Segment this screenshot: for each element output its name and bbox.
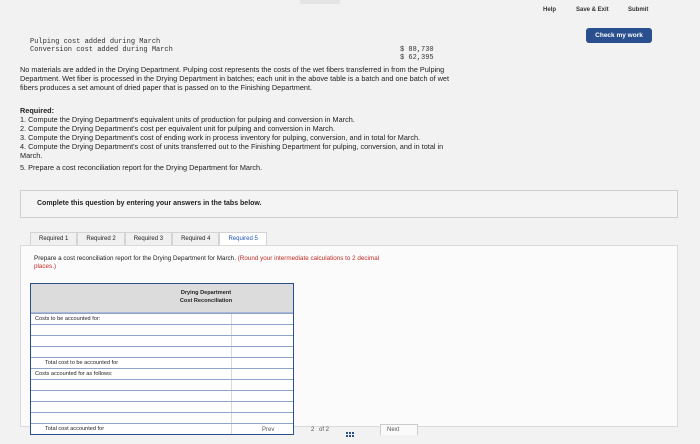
required-2: 2. Compute the Drying Department's cost per equivalent unit for pulping and conversion in March. — [20, 124, 335, 133]
required-5: 5. Prepare a cost reconciliation report for the Drying Department for March. — [20, 163, 263, 172]
amount-input[interactable] — [231, 336, 293, 346]
description-line-3: fibers produces a set amount of dried paper that is passed on to the Finishing Department. — [20, 83, 313, 92]
cost-reconciliation-table — [30, 283, 294, 435]
rounding-hint: (Round your intermediate calculations to 2 decimal — [237, 255, 380, 262]
prompt-text: Prepare a cost reconciliation report for the Drying Department for March. — [34, 255, 236, 262]
required-1: 1. Compute the Drying Department's equivalent units of production for pulping and conversion in March. — [20, 115, 355, 124]
submit-button[interactable]: Submit — [628, 7, 649, 13]
amount-input[interactable] — [231, 358, 293, 368]
grid-icon[interactable] — [346, 426, 354, 433]
amount-input[interactable] — [231, 380, 293, 390]
tab-required-4[interactable]: Required 4 — [172, 232, 219, 246]
table-row[interactable] — [31, 401, 293, 412]
row-label: Total cost to be accounted for — [45, 360, 119, 366]
description-line-2: Department. Wet fiber is processed in the Drying Department in batches; each unit in the above table is a batch and one batch of wet — [20, 74, 450, 83]
amount-input[interactable] — [231, 402, 293, 412]
required-tabs — [30, 232, 267, 246]
amount-input[interactable] — [231, 391, 293, 401]
table-row[interactable] — [31, 324, 293, 335]
amount-input[interactable] — [231, 413, 293, 423]
page-total: of 2 — [319, 427, 330, 433]
table-row — [31, 423, 293, 434]
next-label: Next — [387, 427, 400, 433]
check-my-work-button[interactable]: Check my work — [586, 28, 652, 43]
tab-required-5[interactable]: Required 5 — [219, 232, 266, 246]
instructions-text: Complete this question by entering your answers in the tabs below. — [37, 200, 262, 207]
amount-input[interactable] — [231, 369, 293, 379]
required-3: 3. Compute the Drying Department's cost of ending work in process inventory for pulping, conversion, and in total for March. — [20, 133, 421, 142]
tab-required-3[interactable]: Required 3 — [125, 232, 172, 246]
table-row[interactable] — [31, 379, 293, 390]
save-exit-button[interactable]: Save & Exit — [576, 7, 609, 13]
next-button[interactable] — [380, 424, 418, 435]
tab-required-2[interactable]: Required 2 — [77, 232, 124, 246]
required-4-cont: March. — [20, 151, 43, 160]
pulping-cost-value: $ 88,730 — [400, 46, 434, 54]
header-report-name: Cost Reconciliation — [179, 298, 233, 304]
table-header-title — [119, 284, 293, 312]
amount-input[interactable] — [231, 314, 293, 324]
table-row — [31, 357, 293, 368]
table-row[interactable] — [31, 335, 293, 346]
table-row[interactable] — [31, 412, 293, 423]
required-4: 4. Compute the Drying Department's cost of units transferred out to the Finishing Department for pulping, conversion, and in total in — [20, 142, 444, 151]
row-label: Costs to be accounted for: — [35, 316, 101, 322]
question-prompt — [34, 255, 524, 271]
current-page: 2 — [311, 427, 315, 433]
conversion-cost-label: Conversion cost added during March — [30, 46, 173, 54]
table-header — [31, 284, 293, 313]
help-link[interactable]: Help — [543, 7, 557, 13]
top-bar-decoration — [300, 0, 340, 4]
prev-button[interactable]: Prev — [262, 427, 275, 433]
instructions-box — [20, 190, 678, 218]
tab-required-1[interactable]: Required 1 — [30, 232, 77, 246]
pulping-cost-label: Pulping cost added during March — [30, 38, 161, 46]
table-row — [31, 313, 293, 324]
description-line-1: No materials are added in the Drying Department. Pulping cost represents the costs of the wet fibers transferred in from the Pulping — [20, 65, 445, 74]
required-heading: Required: — [20, 106, 55, 115]
table-row — [31, 368, 293, 379]
rounding-hint-cont: places.) — [34, 263, 57, 270]
header-department: Drying Department — [180, 290, 232, 296]
row-label: Total cost accounted for — [45, 426, 105, 432]
table-row[interactable] — [31, 390, 293, 401]
row-label: Costs accounted for as follows: — [35, 371, 113, 377]
amount-input[interactable] — [231, 325, 293, 335]
table-row[interactable] — [31, 346, 293, 357]
amount-input[interactable] — [231, 347, 293, 357]
conversion-cost-value: $ 62,395 — [400, 54, 434, 62]
